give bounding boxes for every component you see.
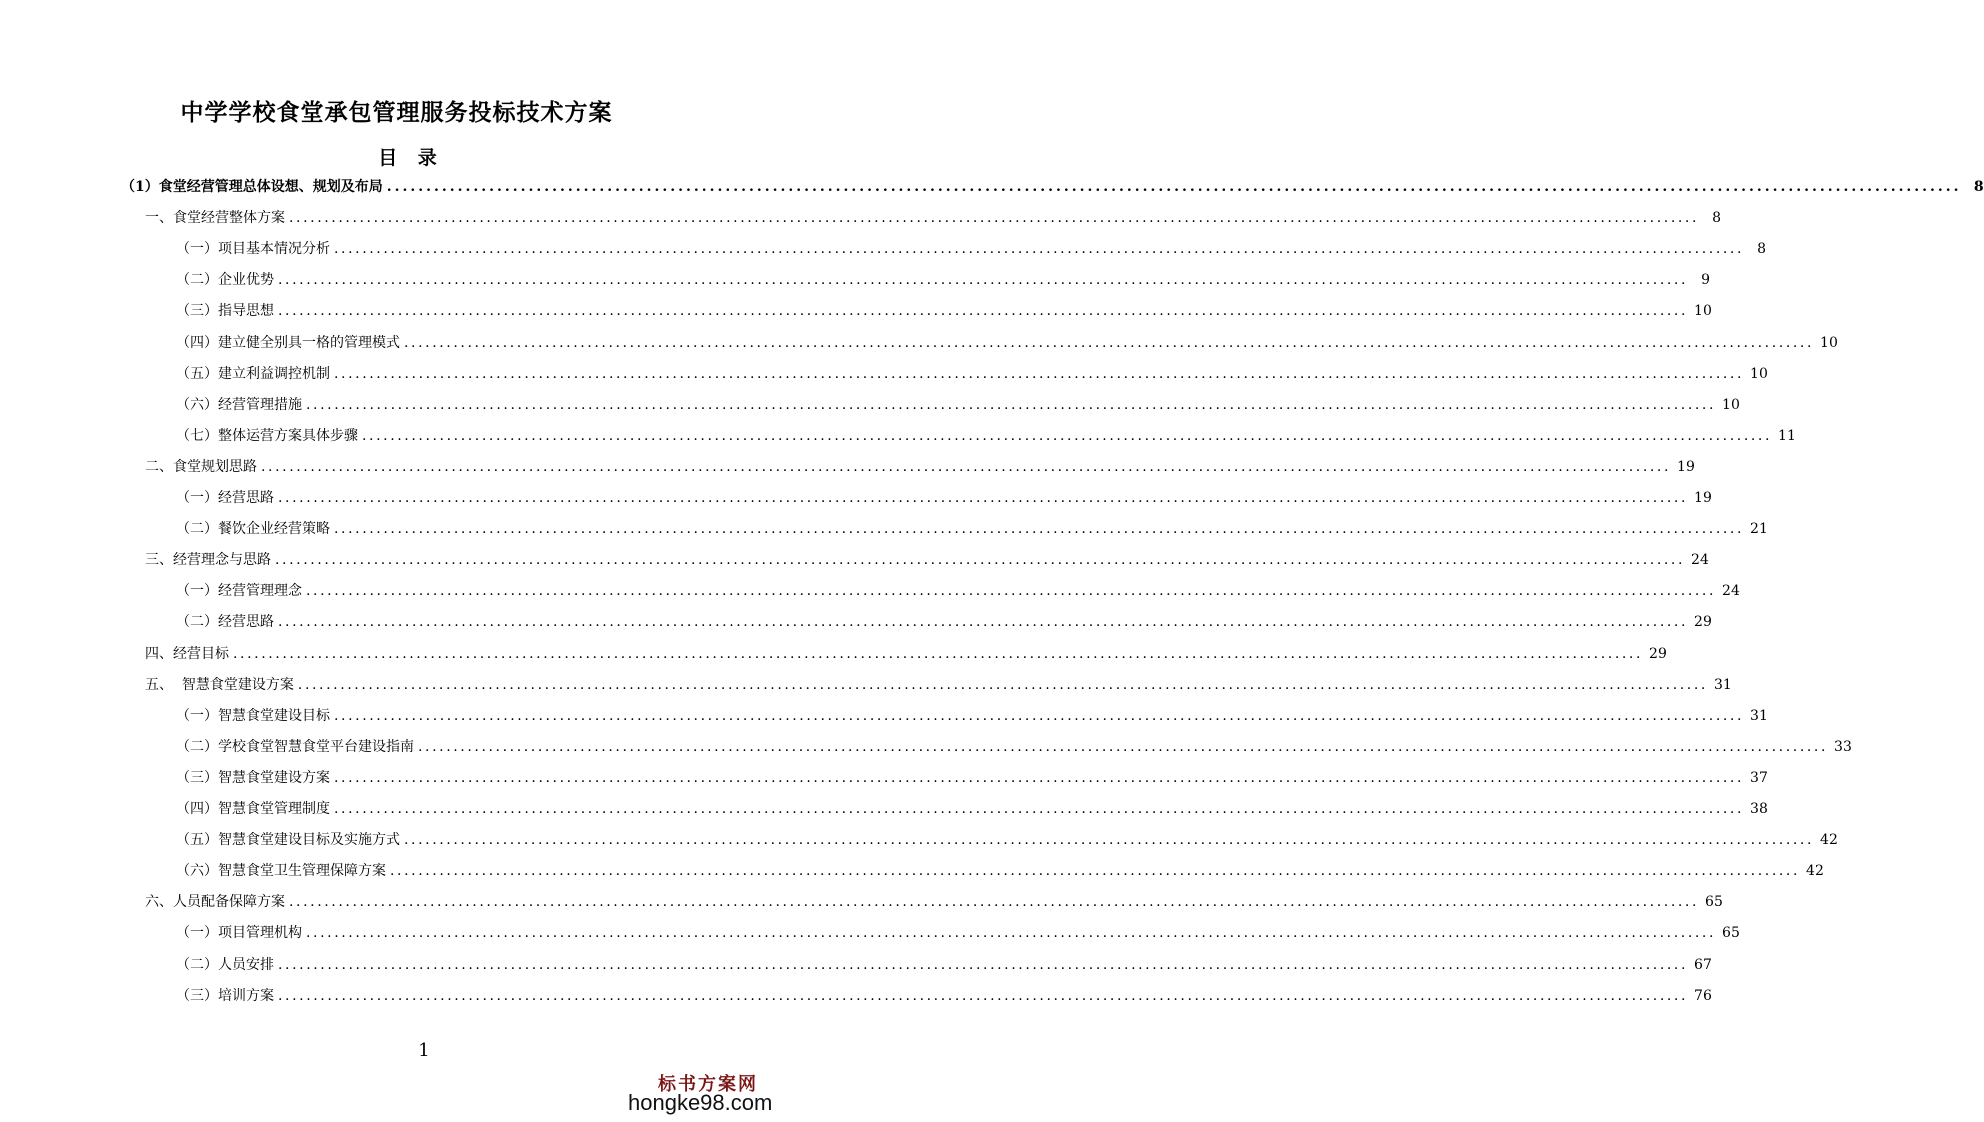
toc-dot-leader: ........................................................................................................................................................................................................ (362, 427, 1773, 444)
toc-dot-leader: ........................................................................................................................................................................................................ (278, 272, 1689, 289)
toc-entry-label: （三）智慧食堂建设方案 (176, 769, 330, 786)
toc-entry[interactable] (176, 578, 1740, 604)
toc-entry-page: 24 (1691, 552, 1709, 569)
toc-entry-label: （一）经营思路 (176, 490, 274, 506)
toc-entry-label: （三）指导思想 (176, 303, 274, 320)
toc-dot-leader: ........................................................................................................................................................................................................ (334, 769, 1745, 786)
toc-entry-label: （二）餐饮企业经营策略 (176, 521, 330, 538)
toc-dot-leader: ........................................................................................................................................................................................................ (404, 334, 1815, 351)
toc-entry-label: （七）整体运营方案具体步骤 (176, 427, 358, 444)
toc-entry-page: 31 (1750, 707, 1768, 724)
toc-entry[interactable] (176, 392, 1740, 418)
toc-dot-leader: ........................................................................................................................................................................................................ (275, 552, 1686, 569)
toc-entry-page: 10 (1820, 334, 1838, 351)
toc-heading: 目 录 (378, 147, 437, 169)
toc-dot-leader: ........................................................................................................................................................................................................ (306, 583, 1717, 600)
toc-entry[interactable] (121, 174, 1984, 200)
page-number: 1 (418, 1040, 430, 1061)
toc-entry-label: 二、食堂规划思路 (145, 458, 257, 475)
toc-entry[interactable] (176, 609, 1712, 635)
toc-dot-leader: ........................................................................................................................................................................................................ (390, 863, 1801, 880)
toc-dot-leader: ........................................................................................................................................................................................................ (289, 210, 1700, 227)
toc-entry-label: 四、经营目标 (145, 645, 229, 662)
toc-dot-leader: ........................................................................................................................................................................................................ (334, 241, 1745, 258)
toc-dot-leader: ........................................................................................................................................................................................................ (418, 738, 1829, 755)
toc-dot-leader: ........................................................................................................................................................................................................ (278, 303, 1689, 320)
toc-entry-label: （二）经营思路 (176, 614, 274, 631)
toc-dot-leader: ........................................................................................................................................................................................................ (278, 956, 1689, 973)
toc-dot-leader: ........................................................................................................................................................................................................ (306, 925, 1717, 942)
toc-entry-label: 六、人员配备保障方案 (145, 894, 285, 911)
toc-entry[interactable] (176, 983, 1712, 1009)
toc-dot-leader: ........................................................................................................................................................................................................ (334, 801, 1745, 817)
toc-entry-label: （五）建立利益调控机制 (176, 365, 330, 382)
toc-entry-page: 21 (1750, 521, 1768, 538)
toc-dot-leader: ........................................................................................................................................................................................................ (233, 645, 1644, 662)
toc-entry-label: （四）智慧食堂管理制度 (176, 801, 330, 817)
toc-dot-leader: ........................................................................................................................................................................................................ (261, 458, 1672, 475)
toc-dot-leader: ........................................................................................................................................................................................................ (334, 365, 1745, 382)
toc-entry-page: 19 (1677, 458, 1695, 475)
toc-dot-leader: ........................................................................................................................................................................................................ (386, 179, 1962, 195)
toc-entry-label: （一）项目基本情况分析 (176, 241, 330, 258)
toc-entry-label: （二）学校食堂智慧食堂平台建设指南 (176, 738, 414, 755)
toc-entry-label: （四）建立健全别具一格的管理模式 (176, 334, 400, 351)
toc-entry-page: 42 (1820, 832, 1838, 849)
toc-entry-page: 76 (1694, 987, 1712, 1004)
toc-entry-page: 19 (1694, 490, 1712, 506)
toc-entry-label: （六）经营管理措施 (176, 396, 302, 413)
toc-entry-page: 42 (1806, 863, 1824, 880)
toc-entry[interactable] (145, 672, 1732, 698)
toc-dot-leader: ........................................................................................................................................................................................................ (297, 676, 1708, 693)
toc-dot-leader: ........................................................................................................................................................................................................ (278, 614, 1689, 631)
toc-entry-page: 8 (1757, 241, 1767, 258)
toc-entry[interactable] (176, 361, 1768, 387)
toc-entry-page: 37 (1750, 769, 1768, 786)
toc-entry-label: （五）智慧食堂建设目标及实施方式 (176, 832, 400, 849)
toc-entry-page: 10 (1722, 396, 1740, 413)
toc-entry[interactable] (176, 298, 1712, 324)
toc-entry[interactable] (176, 734, 1852, 760)
toc-entry-label: （一）智慧食堂建设目标 (176, 707, 330, 724)
toc-entry[interactable] (176, 765, 1768, 791)
toc-dot-leader: ........................................................................................................................................................................................................ (278, 987, 1689, 1004)
toc-dot-leader: ........................................................................................................................................................................................................ (334, 521, 1745, 538)
toc-entry-label: 五、 智慧食堂建设方案 (145, 676, 294, 693)
watermark-cn-text: 标书方案网 (658, 1074, 758, 1095)
toc-dot-leader: ........................................................................................................................................................................................................ (278, 490, 1689, 506)
toc-entry-page: 10 (1694, 303, 1712, 320)
toc-entry[interactable] (176, 858, 1824, 884)
toc-entry-page: 29 (1694, 614, 1712, 631)
toc-entry[interactable] (176, 516, 1768, 542)
toc-entry-label: （一）经营管理理念 (176, 583, 302, 600)
toc-dot-leader: ........................................................................................................................................................................................................ (404, 832, 1815, 849)
toc-entry[interactable] (145, 641, 1667, 667)
toc-entry[interactable] (145, 889, 1723, 915)
toc-entry[interactable] (176, 330, 1838, 356)
toc-entry-label: 三、经营理念与思路 (145, 552, 271, 569)
toc-entry[interactable] (176, 703, 1768, 729)
toc-entry[interactable] (176, 920, 1740, 946)
toc-entry-page: 67 (1694, 956, 1712, 973)
toc-entry[interactable] (176, 267, 1711, 293)
toc-entry[interactable] (176, 236, 1767, 262)
toc-entry[interactable] (145, 205, 1722, 231)
toc-dot-leader: ........................................................................................................................................................................................................ (306, 396, 1717, 413)
toc-entry-page: 29 (1649, 645, 1667, 662)
toc-dot-leader: ........................................................................................................................................................................................................ (289, 894, 1700, 911)
toc-entry-page: 10 (1750, 365, 1768, 382)
toc-entry[interactable] (176, 423, 1796, 449)
toc-entry[interactable] (145, 454, 1695, 480)
toc-entry-label: （1）食堂经营管理总体设想、规划及布局 (121, 179, 383, 195)
toc-dot-leader: ........................................................................................................................................................................................................ (334, 707, 1745, 724)
toc-entry-label: （二）企业优势 (176, 272, 274, 289)
toc-entry-label: （六）智慧食堂卫生管理保障方案 (176, 863, 386, 880)
toc-entry-label: （一）项目管理机构 (176, 925, 302, 942)
watermark-en-text: hongke98.com (628, 1090, 773, 1115)
toc-entry-label: （三）培训方案 (176, 987, 274, 1004)
toc-entry-label: （二）人员安排 (176, 956, 274, 973)
toc-entry[interactable] (145, 547, 1709, 573)
toc-entry-page: 11 (1778, 427, 1796, 444)
watermark-logo (628, 1070, 788, 1120)
toc-entry-page: 33 (1834, 738, 1852, 755)
toc-entry[interactable] (176, 796, 1768, 822)
toc-entry-page: 9 (1701, 272, 1711, 289)
toc-entry-page: 24 (1722, 583, 1740, 600)
toc-entry-page: 31 (1713, 676, 1732, 693)
toc-entry-page: 65 (1705, 894, 1723, 911)
toc-entry-page: 38 (1750, 801, 1768, 817)
document-title: 中学学校食堂承包管理服务投标技术方案 (180, 99, 613, 126)
toc-entry-page: 65 (1722, 925, 1740, 942)
toc-entry[interactable] (176, 827, 1838, 853)
toc-entry[interactable] (176, 485, 1712, 511)
toc-entry-label: 一、食堂经营整体方案 (145, 210, 285, 227)
toc-entry-page: 8 (1712, 210, 1722, 227)
toc-entry[interactable] (176, 952, 1712, 978)
toc-entry-page: 8 (1973, 179, 1984, 195)
